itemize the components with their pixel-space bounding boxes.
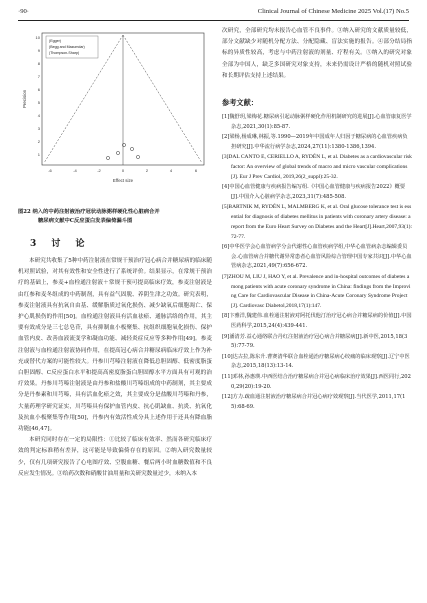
page-number: ·90· (18, 8, 29, 15)
study-point (130, 147, 133, 150)
body-paragraph-continued: 次研究，全部研究均未报告心血管不良事件。③纳入研究的文献质量较低，部分文献缺少对随机分配方法、分配隐藏、盲法实施的报告。④部分结局指标的异质性较高，考虑与中药注射液的剂量、疗程有关。⑤纳入的研究对象全部为中国人，缺乏多国研究对象支持，未来仍需设计严格的随机对照试验和长期评估支持上述结果。 (222, 28, 412, 79)
funnel-plot-svg (20, 27, 210, 187)
x-tick-label: -6 (48, 168, 52, 173)
x-tick-label: -4 (73, 168, 77, 173)
y-tick-label: 9 (37, 48, 40, 53)
y-tick-label: 1 (37, 152, 40, 157)
y-tick-label: 8 (37, 61, 40, 66)
body-paragraph: 本研究共收集了5种中药注射液在常规干预治疗冠心病合并糖尿病的临床随机对照试验，对其有效性和安全性进行了系统评价。结果显示，在常规干预治疗的基础上，参麦+血栓通注射液＋常规干预可提高临床疗效，参麦注射液是由红参和麦冬组成的中药制剂，具有益气固脱、养阴生津之功效。研究表明，参麦注射液具有抗氧自由基、缓解脂质过氧化损伤、减少缺氧后细胞凋亡、保护心肌损伤的作用[50]。血栓通注射液具有活血祛瘀、通脉活络的作用，其主要有效成分是三七总皂苷，具有抑制血小板聚集、抗组织细胞氧化损伤、保护血管内皮、改善血液流变学和凝血功能、减轻炎症反应等多种作用[49]。参麦注射液与血栓通注射液协同作用，在提高冠心病合并糖尿病临床疗效上作为补充或替代方案的可能性较大。丹参川芎嗪注射液在降低总胆固醇、低密度脂蛋白胆固醇、C反应蛋白水平和提高高密度脂蛋白胆固醇水平方面具有可观的治疗效果。丹参川芎嗪注射液是由丹参和盐酸川芎嗪组成的中药制剂，其主要成分是丹参素和川芎嗪，具有活血化瘀之效，其主要成分是盐酸川芎嗪和丹参，大量药理学研究证实，川芎嗪具有保护血管内皮、抗心肌缺血、抗炎、抗氧化及抗血小板聚集等作用[50]，丹参内有效活性成分具上述作用于还具有降血脂功能[46,47]。 (18, 258, 212, 433)
funnel-right-line (123, 35, 202, 163)
legend-entry: (Begg and Mazumdar) (49, 45, 85, 49)
study-point (136, 155, 139, 158)
reference-item: [4]中国心血管健康与疾病报告编写组.《中国心血管健康与疾病报告2022》概要[J].中国介入心脏病学杂志,2023,31(7):485-508. (222, 184, 406, 200)
references-heading: 参考文献： (222, 98, 258, 108)
reference-item: [5]BARTNIK M, RYDÉN L, MALMBERG K, et al. Oral glucose tolerance test is essential for diagnosis of diabetes mellitus in patients with coronary artery disease: a report from the Euro Heart Survey on Diabetes and the Heart[J].Heart,2007,93(1):72-77. (222, 204, 412, 240)
x-tick-label: 6 (194, 168, 198, 173)
legend-entry: (Thompson-Sharp) (49, 51, 80, 55)
reference-item: [3]DAL CANTO E, CERIELLO A, RYDÉN L, et al. Diabetes as a cardiovascular risk factor: An overview of global trends of macro and micro vascular complications[J]. Eur J Prev Cardiol, 2019,26(2_suppl):25-32. (222, 154, 412, 180)
y-tick-label: 2 (37, 139, 40, 144)
figure-caption (18, 208, 214, 226)
x-tick-label: 4 (169, 168, 173, 173)
reference-item: [12]方力.疏血通注射液治疗糖尿病合并冠心病疗效观察[J].当代医学,2011,17(15):68-69. (222, 393, 406, 410)
reference-item: [8]卞雅洋,魏建伟.血栓通注射液对阿托伐他汀治疗冠心病合并糖尿病的价值[J].中国医药科学,2015,24(4):439-441. (222, 313, 412, 330)
reference-item: [2]梁杨,杨成琳,林振,等.1990—2019年中国成年人归因于糖尿病的心血管疾病负担研究[J].中华流行病学杂志,2024,27(11):1380-1386,1394. (222, 134, 408, 150)
reference-item: [1]魏舒玥,梁梅花.糖尿病引起动脉粥样硬化作用机制研究的进展[J].心血管康复医学杂志,2021,30(1):85-87. (222, 114, 412, 130)
y-tick-label: 4 (37, 113, 40, 118)
x-axis-label: Effect size (112, 178, 134, 183)
right-column (222, 26, 412, 596)
section-title: 3 讨 论 (30, 239, 91, 249)
header-rule (18, 20, 409, 21)
funnel-plot (20, 27, 210, 187)
x-tick-label: 2 (145, 168, 149, 173)
reference-list (222, 113, 412, 412)
left-column (18, 256, 212, 594)
page-header (18, 8, 409, 20)
reference-item: [11]邓林,孙惠瑛.中西医结合治疗糖尿病合并冠心病临床治疗效果[J].西医同行,2020,29(20):19-20. (222, 373, 411, 390)
reference-item: [6]中华医学会心血管病学分会代谢性心血管疾病学组,中华心血管病杂志编辑委员会.心血管病合并糖代谢异常患者心血管风险综合管理中国专家共识[J].中华心血管病杂志,2021,49(7):656-672. (222, 243, 412, 270)
figure-caption-line1: 图22 纳入的中药注射液治疗冠状动脉粥样硬化性心脏病合并 (18, 209, 160, 215)
y-tick-label: 7 (37, 74, 40, 79)
reference-item: [9]潘清芳.益心通络联合丹红注射液治疗冠心病合并糖尿病[J].新中医,2015,18(35):77-79. (222, 333, 408, 350)
study-point (106, 156, 109, 159)
study-point (116, 151, 119, 154)
y-axis-label: Precision (22, 89, 27, 109)
body-paragraph: 本研究同时存在一定的局限性：①比较了临床有效率、然而各研究临床疗效的判定标准稍有差异，这可能是导致偏倚存在的原因。②纳入研究数量较少，仅有几项研究报告了心电图疗效、空腹血糖、餐后两小时血糖数值和不良反应发生情况。③给药次数和硝酸甘油用量和关研究数量过少，未纳入本 (18, 437, 212, 477)
reference-item: [7]ZHOU M, LIU J, HAO Y, et al. Prevalence and in-hospital outcomes of diabetes among patients with acute coronary syndrome in China: findings from the Improving Care for Cardiovascular Disease in China-Acute Coronary Syndrome Project[J]. Cardiovasc Diabetol,2018,17(1):147. (222, 273, 411, 310)
y-tick-label: 3 (37, 126, 40, 131)
y-tick-label: 6 (37, 87, 40, 92)
y-tick-label: 5 (37, 100, 40, 105)
reference-item: [10]达古拉,陈东升.曹赛清华联合血栓通治疗糖尿病心绞痛的临床观察[J].辽宁中医杂志,2015,18(13):13-14. (222, 353, 410, 370)
x-tick-label: 0 (121, 168, 125, 173)
legend-entry: (Egger) (49, 39, 61, 43)
journal-title: Clinical Journal of Chinese Medicine 2025 Vol.(17) No.5 (257, 8, 409, 15)
figure-caption-line2: 糖尿病文献中C反应蛋白发表偏倚漏斗图 (38, 218, 133, 224)
y-tick-label: 10 (35, 35, 40, 40)
x-tick-label: -2 (97, 168, 101, 173)
